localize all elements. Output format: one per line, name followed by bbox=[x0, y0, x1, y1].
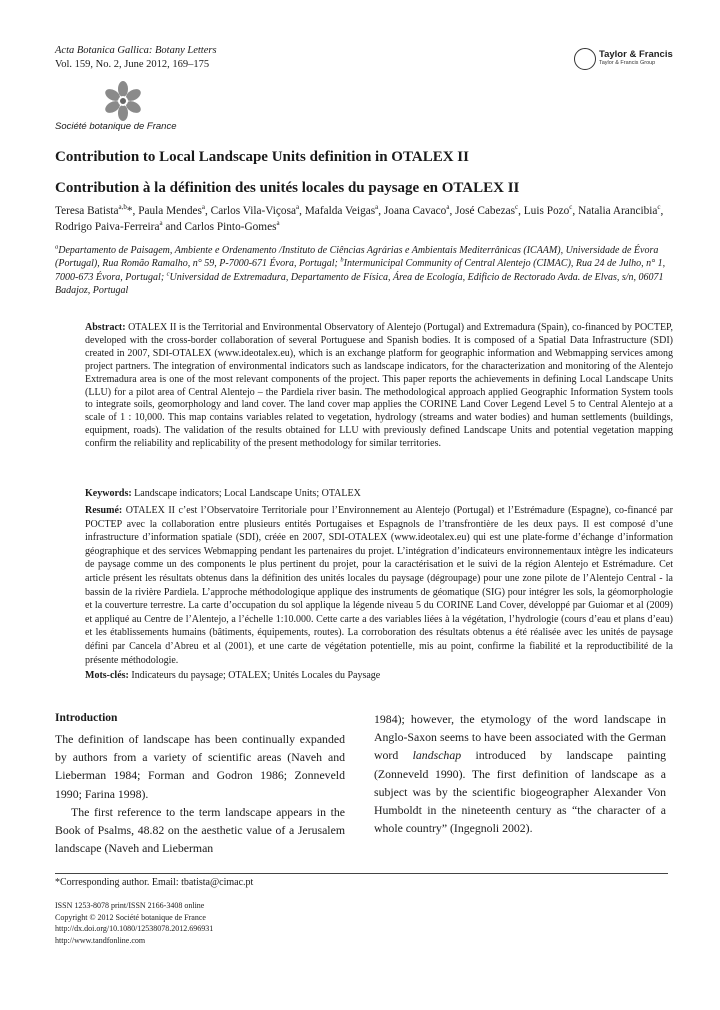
intro-paragraph-1: The definition of landscape has been continually expanded by authors from a variety of scientific areas (Naveh and Lieberman 1984; Forman and Godron 1986; Zonneveld 1990; Farina 1998). bbox=[55, 732, 345, 801]
author-affiliation-mark: a bbox=[159, 218, 163, 227]
author-separator: , bbox=[660, 205, 664, 217]
author-name: Mafalda Veigas bbox=[304, 205, 376, 217]
body-column-left bbox=[55, 710, 345, 857]
mots-cles bbox=[85, 669, 673, 682]
volume-line: Vol. 159, No. 2, June 2012, 169–175 bbox=[55, 59, 210, 70]
affiliation-mark: b bbox=[340, 257, 344, 265]
author-separator: , bbox=[378, 205, 384, 217]
section-heading-introduction: Introduction bbox=[55, 712, 118, 724]
author-name: Carlos Vila-Viçosa bbox=[210, 205, 296, 217]
affiliation-text: Departamento de Paisagem, Ambiente e Ordenamento /Instituto de Ciências Agrárias e Ambientais Mediterrânicas (ICAAM), Universidade de Évora (Portugal), Rua Romão Ramalho, n° 59, P-7000-671 Évora, Portugal; bbox=[55, 245, 659, 270]
resume-label: Resumé: bbox=[85, 505, 123, 516]
publisher-name: Taylor & Francis bbox=[599, 49, 673, 60]
body-column-right bbox=[374, 710, 666, 837]
author-separator: , bbox=[205, 205, 211, 217]
footnote-divider bbox=[55, 873, 668, 874]
affiliation-text: Intermunicipal Community of Central Alentejo (CIMAC), Rua 24 de Julho, n° 1, 7000-673 Évora, Portugal; bbox=[55, 258, 666, 283]
resume bbox=[85, 504, 673, 667]
journal-header bbox=[55, 44, 217, 72]
resume-text: OTALEX II c’est l’Observatoire Territoriale pour l’Environnement au Alentejo (Portugal) et l’Estrémadure (Espagne), co-financé par POCTEP avec la collaboration entre plusieurs entités Portugaises et Espagnols de l’transfrontière de les deux pays. Il est composé d’une infrastructure d’information spatiale (SDI), créée en 2007, SDI-OTALEX (www.ideotalex.eu) qui est une plate-forme d’échange d’information géographique et des services Webmapping pendant les partenaires du projet. L’intégration d’indicateurs environnementaux intègre les indicateurs de paysage comme un des components le plus pertinent du projet, pour la caractérisation et le suivi de la région Alentejo et Estrémadure. Cet article présent les résultats obtenus dans la définition des unités locales du paysage (dégroupage) pour une zone pilote de l’Alentejo Central - la bassin de la rivière Pardiela. L’approche méthodologique applique des instruments de géomatique (SIG) pour intégrer les sols, la géomorphologie et la couverture terrestre. La carte d’occupation du sol applique la légende niveau 5 du CORINE Land Cover, développé par Guiomar et al (2009) et appliqué au Centre de l’Alentejo, a l’échelle 1:10.000. Cette carte a des variables liées à la végétation, l’hydrologie (cours d’eau et plans d’eau) et les établissements humains (bâtiments, équipements, routes). La corroboration des résultats obtenus a été réalisée avec les unités de paysage défini par Cancela d’Abreu et al (2001), et une carte de végétation potentielle, mis au point, confirme la fiabilité et la reproductibilité de la présente méthodologie. bbox=[85, 505, 674, 666]
intro-paragraph-continued bbox=[374, 710, 666, 837]
corresponding-author: *Corresponding author. Email: tbatista@cimac.pt bbox=[55, 877, 254, 888]
author-list bbox=[55, 204, 675, 235]
mots-cles-label: Mots-clés: bbox=[85, 670, 129, 681]
author-affiliation-mark: a,b bbox=[118, 203, 127, 212]
publisher-logo bbox=[574, 48, 684, 74]
intro-continued-pre: 1984); however, the etymology of the word landscape in Anglo-Saxon seems to have been associated with the German word bbox=[374, 712, 666, 763]
society-flower-logo-icon bbox=[98, 80, 148, 122]
keywords-label: Keywords: bbox=[85, 488, 132, 499]
author-separator: , bbox=[572, 205, 579, 217]
author-affiliation-mark: a bbox=[375, 203, 379, 212]
author-separator: , bbox=[449, 205, 456, 217]
issn-line: ISSN 1253-8078 print/ISSN 2166-3408 online bbox=[55, 901, 205, 910]
affiliation-text: Universidad de Extremadura, Departamento de Física, Área de Ecología, Edificio de Rectorado Avda. de Elvas, s/n, 06071 Badajoz, Portugal bbox=[55, 271, 664, 297]
author-separator: and bbox=[162, 220, 185, 233]
affiliation-mark: c bbox=[166, 270, 170, 278]
author-affiliation-mark: a bbox=[201, 203, 205, 212]
author-affiliation-mark: c bbox=[569, 203, 573, 212]
publisher-logo-icon bbox=[574, 48, 596, 70]
keywords bbox=[85, 487, 673, 500]
intro-continued-post: introduced by landscape painting (Zonneveld 1990). The first definition of landscape as a subject was by the scientific biogeographer Alexander Von Humboldt in the nineteenth century as “the character of a whole country” (Ingegnoli 2002). bbox=[374, 748, 666, 836]
author-name: Paula Mendes bbox=[138, 205, 202, 217]
author-name: José Cabezas bbox=[455, 205, 516, 217]
author-name: Natalia Arancibia bbox=[578, 205, 658, 217]
title-english: Contribution to Local Landscape Units definition in OTALEX II bbox=[55, 149, 469, 165]
abstract bbox=[85, 322, 673, 451]
journal-name: Acta Botanica Gallica: Botany Letters bbox=[55, 45, 217, 56]
author-affiliation-mark: c bbox=[515, 203, 519, 212]
author-name: Rodrigo Paiva-Ferreira bbox=[55, 220, 160, 233]
author-name: Carlos Pinto-Gomes bbox=[184, 220, 277, 233]
affiliation-mark: a bbox=[55, 243, 59, 251]
author-separator: , bbox=[132, 205, 139, 217]
corresponding-mark: * bbox=[126, 205, 133, 217]
society-name: Société botanique de France bbox=[55, 121, 177, 132]
author-affiliation-mark: a bbox=[296, 203, 300, 212]
author-affiliation-mark: a bbox=[276, 218, 280, 227]
publication-footer bbox=[55, 900, 213, 946]
mots-cles-text: Indicateurs du paysage; OTALEX; Unités Locales du Paysage bbox=[131, 670, 381, 681]
tandfonline-link[interactable]: http://www.tandfonline.com bbox=[55, 935, 146, 945]
intro-paragraph-2: The first reference to the term landscape appears in the Book of Psalms, 48.82 on the aesthetic value of a Jerusalem landscape (Naveh and Lieberman bbox=[55, 804, 345, 856]
author-name: Luis Pozo bbox=[523, 205, 570, 217]
publisher-group: Taylor & Francis Group bbox=[599, 60, 656, 66]
intro-continued-italic: landschap bbox=[412, 748, 462, 763]
copyright-line: Copyright © 2012 Société botanique de France bbox=[55, 912, 206, 922]
author-separator: , bbox=[518, 205, 524, 217]
author-name: Teresa Batista bbox=[55, 205, 119, 217]
author-name: Joana Cavaco bbox=[383, 205, 447, 217]
author-affiliation-mark: c bbox=[657, 203, 661, 212]
affiliations bbox=[55, 244, 675, 298]
abstract-label: Abstract: bbox=[85, 322, 126, 333]
doi-link[interactable]: http://dx.doi.org/10.1080/12538078.2012.696931 bbox=[55, 924, 214, 934]
author-affiliation-mark: a bbox=[446, 203, 450, 212]
keywords-text: Landscape indicators; Local Landscape Units; OTALEX bbox=[134, 488, 361, 499]
author-separator: , bbox=[299, 205, 305, 217]
title-french: Contribution à la définition des unités locales du paysage en OTALEX II bbox=[55, 180, 520, 196]
abstract-text: OTALEX II is the Territorial and Environmental Observatory of Alentejo (Portugal) and Extremadura (Spain), co-financed by POCTEP, developed with the cross-border collaboration of several Portuguese and Spanish bodies. It is composed of a Spatial Data Infrastructure (SDI) created in 2007, SDI-OTALEX (www.ideotalex.eu), which is an exchange platform for geographic information and Webmapping services among project partners. The integration of environmental indicators such as landscape indicators, for the characterization and monitoring of the Alentejo Extremadura area is one of the most relevant components of the project. This paper reports the achievements in defining Local Landscape Units (LLU) for a pilot area of Central Alentejo – the Pardiela river basin. The methodological approach applied Geographic Information System tools to integrate soils, geomorphology and land cover. The land cover map applies the CORINE Land Cover Legend Level 5 to Central Alentejo at a scale of 1 : 10,000. This map contains variables related to vegetation, hydrology (streams and water bodies) and human settlements (buildings, equipment, roads). The validation of the results obtained for LLU with previously defined Landscape Units and potential vegetation mapping confirm the reliability and replicability of the present methodology for similar territories. bbox=[85, 322, 673, 450]
